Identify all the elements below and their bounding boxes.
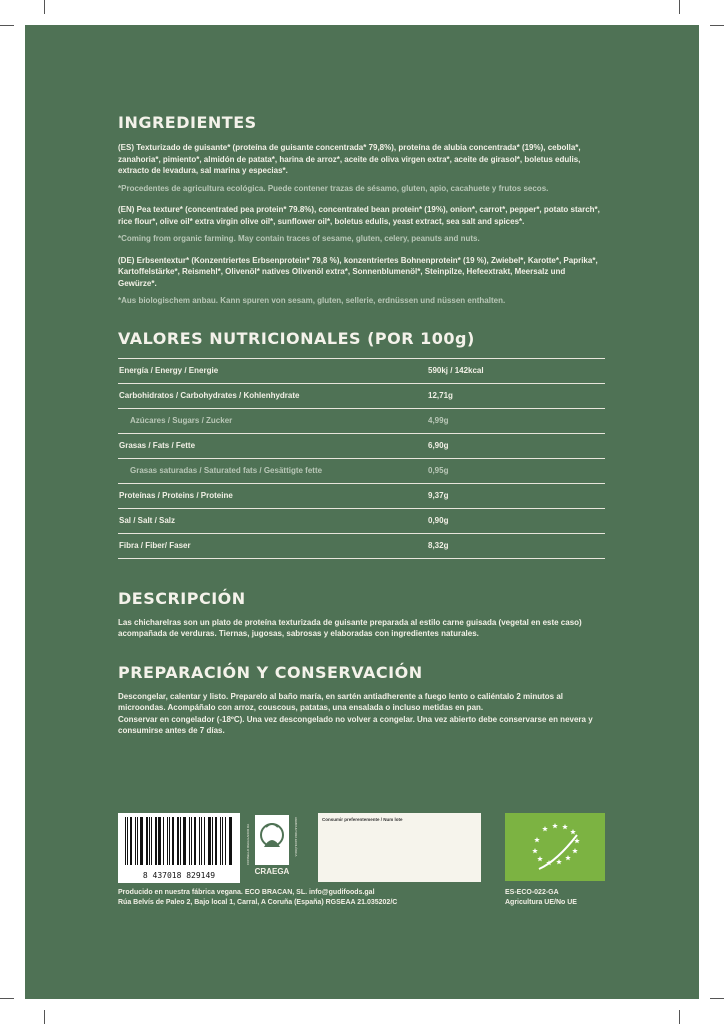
nutrient-value: 0,90g <box>428 516 449 525</box>
barcode-bar <box>220 817 221 865</box>
barcode-number: 8 437018 829149 <box>142 871 216 880</box>
craega-label: CRAEGA <box>254 867 290 876</box>
nutrient-value: 590kj / 142kcal <box>428 366 484 375</box>
barcode-bar <box>215 817 217 865</box>
nutrition-row-energy <box>118 359 605 384</box>
eu-organic-logo <box>505 813 605 881</box>
ingredients-en-note: *Coming from organic farming. May contain traces of sesame, gluten, celery, peanuts and nuts. <box>118 234 480 243</box>
craega-side-text-right: AGRICULTURA ECOLÓXICA <box>294 817 298 857</box>
nutrient-name: Carbohidratos / Carbohydrates / Kohlenhydrate <box>119 391 300 400</box>
nutrient-value: 12,71g <box>428 391 453 400</box>
nutrition-row-salt <box>118 509 605 534</box>
eco-certification <box>505 888 615 908</box>
barcode-bar <box>125 817 126 865</box>
barcode-bar <box>183 817 186 865</box>
barcode-bar <box>191 817 192 865</box>
barcode-bar <box>201 817 202 865</box>
craega-side-text-left: CONSELLO REGULADOR DA <box>246 823 250 865</box>
barcode-bars <box>125 817 233 865</box>
crop-mark <box>44 1010 45 1024</box>
ingredients-es-note: *Procedentes de agricultura ecológica. Puede contener trazas de sésamo, gluten, apio, cacahuete y frutos secos. <box>118 183 549 193</box>
eco-code: ES-ECO-022-GA <box>505 889 559 896</box>
lot-label: Consumir preferentemente / Num lote <box>322 817 403 822</box>
eu-star-icon <box>570 829 576 834</box>
crop-mark <box>710 998 724 999</box>
label-content <box>118 113 605 737</box>
eu-star-icon <box>532 848 538 853</box>
nutrient-value: 8,32g <box>428 541 449 550</box>
nutrition-row-fats <box>118 434 605 459</box>
nutrition-table <box>118 358 605 559</box>
nutrient-name: Fibra / Fiber/ Faser <box>119 541 191 550</box>
producer-line-1: Producido en nuestra fábrica vegana. ECO BRACAN, SL. info@gudifoods.gal <box>118 889 375 896</box>
nutrition-row-sugars <box>118 409 605 434</box>
crop-mark <box>679 0 680 14</box>
barcode-bar <box>130 817 132 865</box>
nutrient-name: Energía / Energy / Energie <box>119 366 219 375</box>
eu-star-icon <box>552 823 558 828</box>
barcode-bar <box>155 817 157 865</box>
barcode <box>118 813 240 883</box>
nutrition-row-proteins <box>118 484 605 509</box>
barcode-bar <box>204 817 206 865</box>
barcode-bar <box>140 817 143 865</box>
nutrient-name: Grasas saturadas / Saturated fats / Gesättigte fette <box>130 466 323 475</box>
crop-mark <box>710 25 724 26</box>
ingredients-en: (EN) Pea texture* (concentrated pea protein* 79.8%), concentrated bean protein* (19%), onion*, carrot*, pepper*, potato starch*, rice flour*, olive oil* extra virgin olive oil*, sunflower oil*, boletus edulis, yeast extract, sea salt and spices*. <box>118 205 600 226</box>
barcode-bar <box>199 817 200 865</box>
crop-mark <box>44 0 45 14</box>
eu-star-icon <box>537 856 543 861</box>
nutrition-row-fiber <box>118 534 605 559</box>
barcode-bar <box>225 817 226 865</box>
barcode-bar <box>135 817 136 865</box>
eco-origin: Agricultura UE/No UE <box>505 899 577 906</box>
producer-info <box>118 888 498 908</box>
nutrient-value: 0,95g <box>428 466 449 475</box>
nutrient-value: 6,90g <box>428 441 449 450</box>
barcode-bar <box>177 817 179 865</box>
barcode-bar <box>194 817 196 865</box>
eu-star-icon <box>572 848 578 853</box>
lot-box <box>318 813 481 882</box>
nutrition-row-carbohydrates <box>118 384 605 409</box>
ingredients-de: (DE) Erbsentextur* (Konzentriertes Erbsenprotein* 79,8 %), konzentriertes Bohnenprotein* (19 %), Zwiebel*, Karotte*, Paprika*, Kartoffelstärke*, Reismehl*, Olivenöl* natives Olivenöl extra*, Sonnenblumenöl*, Steinpilze, Hefeextrakt, Meersalz und Gewürze*. <box>118 255 598 288</box>
barcode-bar <box>167 817 168 865</box>
eu-star-icon <box>542 826 548 831</box>
description-text: Las chicharelras son un plato de proteína texturizada de guisante preparada al estilo carne guisada (vegetal en este caso) acompañada de verduras. Tiernas, jugosas, sabrosas y elaboradas con ingredientes naturales. <box>118 617 582 638</box>
producer-line-2: Rúa Belvís de Paleo 2, Bajo local 1, Carral, A Coruña (España) RGSEAA 21.035202/C <box>118 899 398 906</box>
barcode-bar <box>208 817 211 865</box>
eu-star-icon <box>534 837 540 842</box>
barcode-bar <box>151 817 152 865</box>
storage-text: Conservar en congelador (-18ºC). Una vez descongelado no volver a congelar. Una vez abierto debe conservarse en nevera y consumirse antes de 7 días. <box>118 714 593 735</box>
barcode-bar <box>172 817 174 865</box>
nutrition-title: VALORES NUTRICIONALES (POR 100g) <box>118 328 475 348</box>
ingredients-title: INGREDIENTES <box>118 113 257 132</box>
barcode-bar <box>163 817 164 865</box>
label-panel <box>25 25 699 999</box>
ingredients-es: (ES) Texturizado de guisante* (proteína de guisante concentrada* 79,8%), proteína de alubia concentrada* (19%), cebolla*, zanahoria*, pimiento*, almidón de patata*, harina de arroz*, aceite de oliva virgen extra*, aceite de girasol*, boletus edulis, extracto de levadura, sal marina y especias*. <box>118 143 581 175</box>
eu-star-icon <box>565 855 571 860</box>
barcode-bar <box>137 817 138 865</box>
barcode-bar <box>158 817 161 865</box>
barcode-bar <box>189 817 190 865</box>
crop-mark <box>0 25 14 26</box>
barcode-bar <box>229 817 232 865</box>
eu-star-icon <box>562 824 568 829</box>
barcode-bar <box>212 817 213 865</box>
eu-star-icon <box>556 859 562 864</box>
preparation-text: Descongelar, calentar y listo. Preparelo al baño maría, en sartén antiadherente a fuego lento o caliéntalo 2 minutos al microondas. Acompáñalo con arroz, couscous, patatas, una ensalada o incluso metidas en pan. <box>118 691 564 712</box>
nutrition-row-saturated-fats <box>118 459 605 484</box>
craega-logo <box>247 813 297 883</box>
nutrient-name: Grasas / Fats / Fette <box>119 441 196 450</box>
preparation-title: PREPARACIÓN Y CONSERVACIÓN <box>118 662 423 682</box>
barcode-bar <box>169 817 170 865</box>
barcode-bar <box>127 817 128 865</box>
barcode-bar <box>146 817 148 865</box>
crop-mark <box>679 1010 680 1024</box>
nutrient-value: 9,37g <box>428 491 449 500</box>
barcode-bar <box>149 817 150 865</box>
nutrient-name: Azúcares / Sugars / Zucker <box>130 416 233 425</box>
ingredients-de-note: *Aus biologischem anbau. Kann spuren von sesam, gluten, sellerie, erdnüssen und nüssen enthalten. <box>118 296 506 305</box>
eu-organic-leaf-icon <box>505 813 605 881</box>
description-title: DESCRIPCIÓN <box>118 588 246 608</box>
nutrient-name: Proteínas / Proteins / Proteine <box>119 491 233 500</box>
crop-mark <box>0 998 14 999</box>
barcode-bar <box>180 817 181 865</box>
nutrient-name: Sal / Salt / Salz <box>119 516 176 525</box>
barcode-bar <box>222 817 223 865</box>
nutrient-value: 4,99g <box>428 416 449 425</box>
